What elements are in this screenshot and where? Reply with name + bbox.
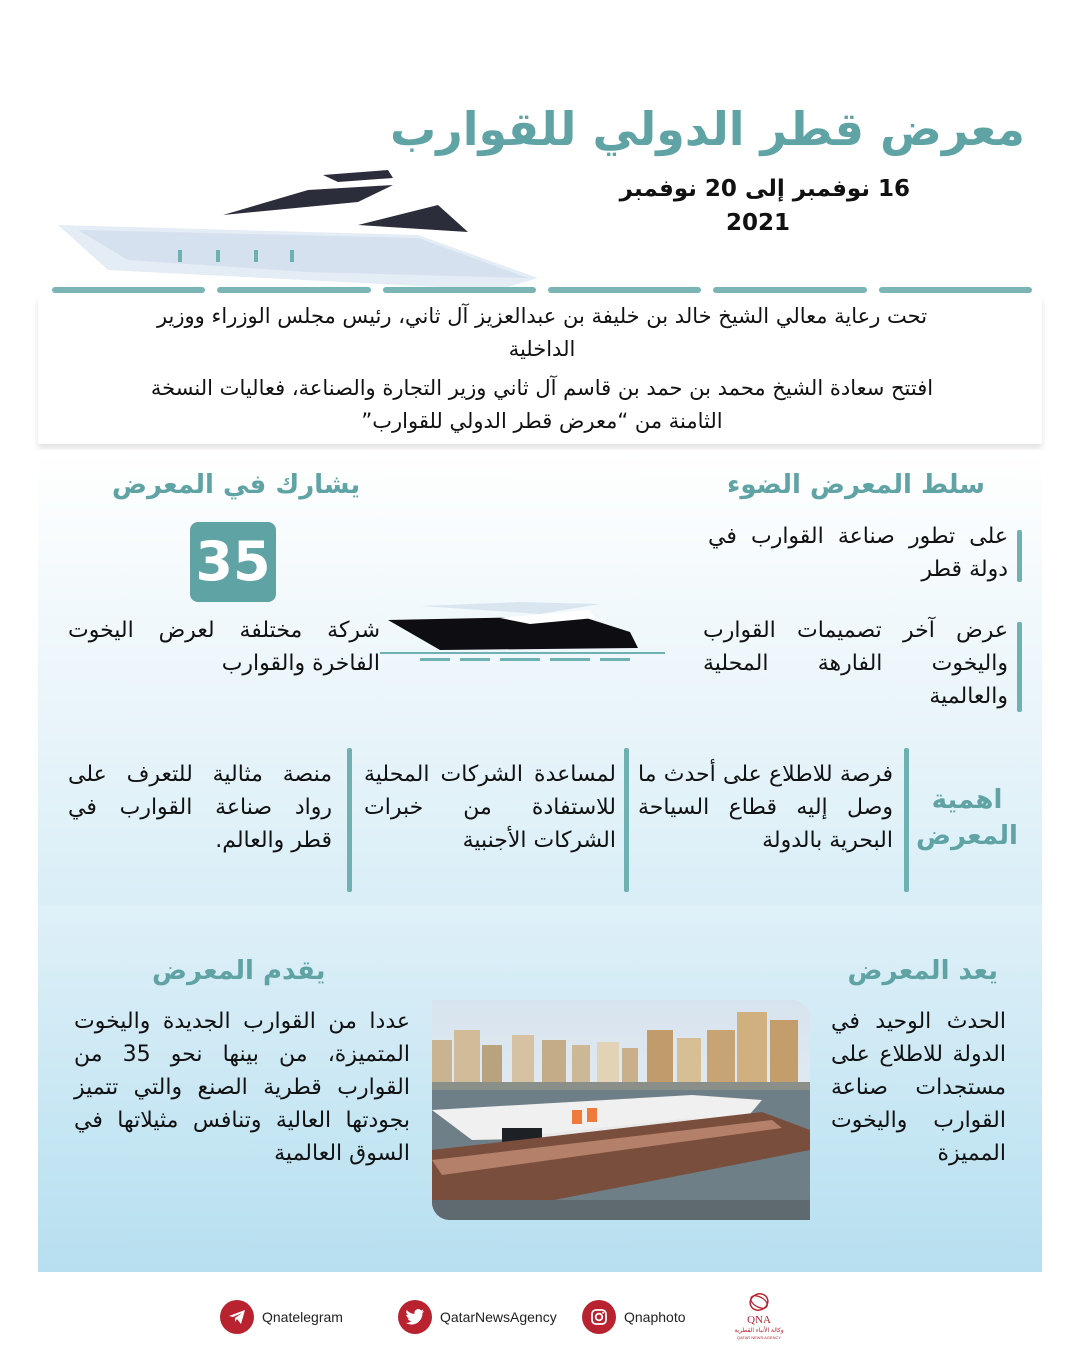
- page-title: معرض قطر الدولي للقوارب: [389, 102, 1025, 156]
- spotlight-item-1: على تطور صناعة القوارب في دولة قطر: [708, 524, 1008, 582]
- telegram-link[interactable]: [220, 1300, 343, 1334]
- event-dates: 16 نوفمبر إلى 20 نوفمبر: [619, 176, 910, 202]
- qna-logo: [728, 1290, 790, 1342]
- importance-item-2: لمساعدة الشركات المحلية للاستفادة من خبرات الشركات الأجنبية: [364, 762, 616, 853]
- spotlight-divider: [1017, 622, 1022, 712]
- instagram-icon: [582, 1300, 616, 1334]
- instagram-handle: Qnaphoto: [624, 1309, 686, 1325]
- importance-heading: اهمية المعرض: [916, 785, 1018, 851]
- yacht-illustration-icon: [58, 160, 548, 295]
- participants-text: شركة مختلفة لعرض اليخوت الفاخرة والقوارب: [68, 618, 380, 676]
- importance-item-1: فرصة للاطلاع على أحدث ما وصل إليه قطاع السياحة البحرية بالدولة: [638, 762, 893, 853]
- offers-text: عددا من القوارب الجديدة واليخوت المتميزة، من بينها نحو 35 من القوارب قطرية الصنع والتي تتميز بجودتها العالية وتنافس مثيلاتها في السوق العالمية: [74, 1009, 410, 1166]
- telegram-handle: Qnatelegram: [262, 1309, 343, 1325]
- twitter-link[interactable]: [398, 1300, 557, 1334]
- opening-text: افتتح سعادة الشيخ محمد بن حمد بن قاسم آل ثاني وزير التجارة والصناعة، فعاليات النسخة الثامنة من “معرض قطر الدولي للقوارب”: [150, 376, 934, 433]
- twitter-icon: [398, 1300, 432, 1334]
- qna-logo-text: QNA: [747, 1314, 771, 1326]
- event-year: 2021: [725, 210, 790, 236]
- considered-heading: يعد المعرض: [847, 956, 998, 986]
- yacht-icon: [380, 596, 670, 666]
- importance-divider: [904, 748, 909, 892]
- spotlight-heading: سلط المعرض الضوء: [727, 470, 985, 500]
- importance-divider: [624, 748, 629, 892]
- spotlight-divider: [1017, 530, 1022, 582]
- qna-logo-english: QATAR NEWS AGENCY: [736, 1335, 782, 1340]
- telegram-icon: [220, 1300, 254, 1334]
- participants-heading: يشارك في المعرض: [112, 470, 361, 500]
- importance-item-3: منصة مثالية للتعرف على رواد صناعة القوارب في قطر والعالم.: [68, 762, 332, 853]
- marina-photo: [432, 1000, 810, 1220]
- twitter-handle: QatarNewsAgency: [440, 1309, 557, 1325]
- decorative-divider: [52, 287, 1032, 293]
- considered-text: الحدث الوحيد في الدولة للاطلاع على مستجدات صناعة القوارب واليخوت المميزة: [831, 1009, 1006, 1166]
- participants-count-badge: 35: [190, 522, 276, 602]
- instagram-link[interactable]: [582, 1300, 686, 1334]
- qna-logo-arabic: وكالة الأنباء القطرية: [734, 1327, 784, 1334]
- offers-heading: يقدم المعرض: [152, 956, 326, 986]
- spotlight-item-2: عرض آخر تصميمات القوارب واليخوت الفارهة المحلية والعالمية: [703, 618, 1008, 709]
- patronage-text: تحت رعاية معالي الشيخ خالد بن خليفة بن عبدالعزيز آل ثاني، رئيس مجلس الوزراء ووزير الداخلية: [156, 304, 928, 361]
- importance-divider: [347, 748, 352, 892]
